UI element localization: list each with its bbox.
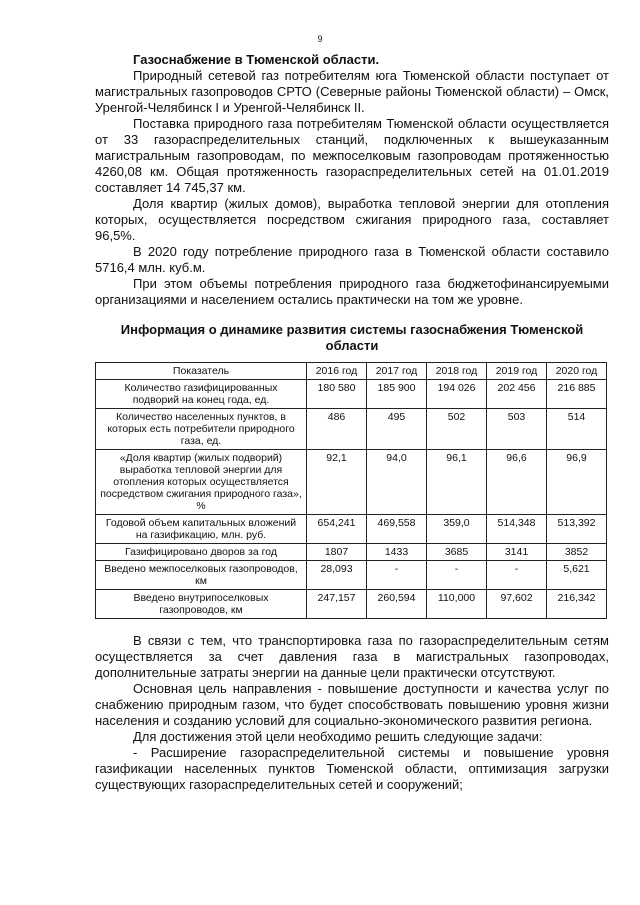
cell-value: 3141 (487, 544, 547, 561)
cell-value: 514 (547, 409, 607, 450)
cell-value: 96,6 (487, 450, 547, 515)
row-label: «Доля квартир (жилых подворий) выработка тепловой энергии для отопления которых осуществляется посредством сжигания природного газа», % (96, 450, 307, 515)
cell-value: 514,348 (487, 515, 547, 544)
row-label: Количество населенных пунктов, в которых есть потребители природного газа, ед. (96, 409, 307, 450)
cell-value: 486 (307, 409, 367, 450)
cell-value: 654,241 (307, 515, 367, 544)
header-indicator: Показатель (96, 363, 307, 380)
cell-value: 503 (487, 409, 547, 450)
table-row (96, 515, 607, 544)
row-label: Введено внутрипоселковых газопроводов, км (96, 590, 307, 619)
cell-value: 513,392 (547, 515, 607, 544)
cell-value: 359,0 (427, 515, 487, 544)
outro-paragraph: - Расширение газораспределительной системы и повышение уровня газификации населенных пунктов Тюменской области, оптимизация загрузки существующих газораспределительных сетей и сооружений; (95, 745, 609, 792)
cell-value: - (427, 561, 487, 590)
cell-value: 92,1 (307, 450, 367, 515)
header-year: 2017 год (367, 363, 427, 380)
intro-paragraph: Поставка природного газа потребителям Тюменской области осуществляется от 33 газораспределительных станций, подключенных к вышеуказанным магистральным газопроводам, по межпоселковым газопроводам протяженностью 4260,08 км. Общая протяженность газораспределительных сетей на 01.01.2019 составляет 14 745,37 км. (95, 116, 609, 195)
cell-value: 202 456 (487, 380, 547, 409)
cell-value: 469,558 (367, 515, 427, 544)
intro-paragraph: В 2020 году потребление природного газа в Тюменской области составило 5716,4 млн. куб.м. (95, 244, 609, 275)
cell-value: 194 026 (427, 380, 487, 409)
cell-value: 97,602 (487, 590, 547, 619)
outro-paragraph: Для достижения этой цели необходимо решить следующие задачи: (133, 729, 543, 744)
row-label: Количество газифицированных подворий на конец года, ед. (96, 380, 307, 409)
header-year: 2018 год (427, 363, 487, 380)
document-body (95, 52, 609, 793)
cell-value: 96,1 (427, 450, 487, 515)
cell-value: - (487, 561, 547, 590)
cell-value: 3852 (547, 544, 607, 561)
cell-value: - (367, 561, 427, 590)
table-title: Информация о динамике развития системы газоснабжения Тюменской области (120, 322, 584, 353)
cell-value: 216,342 (547, 590, 607, 619)
cell-value: 110,000 (427, 590, 487, 619)
row-label: Газифицировано дворов за год (96, 544, 307, 561)
cell-value: 94,0 (367, 450, 427, 515)
cell-value: 5,621 (547, 561, 607, 590)
intro-paragraph: Природный сетевой газ потребителям юга Тюменской области поступает от магистральных газопроводов СРТО (Северные районы Тюменской области) – Омск, Уренгой-Челябинск I и Уренгой-Челябинск II. (95, 68, 609, 115)
table-row (96, 561, 607, 590)
cell-value: 96,9 (547, 450, 607, 515)
table-row (96, 450, 607, 515)
cell-value: 180 580 (307, 380, 367, 409)
table-row (96, 409, 607, 450)
cell-value: 260,594 (367, 590, 427, 619)
conclusion-section (95, 633, 609, 793)
row-label: Годовой объем капитальных вложений на газификацию, млн. руб. (96, 515, 307, 544)
section-heading: Газоснабжение в Тюменской области. (133, 52, 380, 67)
table-row (96, 544, 607, 561)
outro-paragraph: Основная цель направления - повышение доступности и качества услуг по снабжению природным газом, что будет способствовать повышению уровня жизни населения и созданию условий для социально-экономического развития региона. (95, 681, 609, 728)
page-number: 9 (317, 34, 323, 44)
table-row (96, 380, 607, 409)
cell-value: 1807 (307, 544, 367, 561)
header-year: 2019 год (487, 363, 547, 380)
intro-paragraph: Доля квартир (жилых домов), выработка тепловой энергии для отопления которых, осуществляется посредством сжигания природного газа, составляет 96,5%. (95, 196, 609, 243)
cell-value: 3685 (427, 544, 487, 561)
cell-value: 185 900 (367, 380, 427, 409)
cell-value: 28,093 (307, 561, 367, 590)
cell-value: 502 (427, 409, 487, 450)
table-row (96, 590, 607, 619)
header-year: 2020 год (547, 363, 607, 380)
outro-paragraph: В связи с тем, что транспортировка газа по газораспределительным сетям осуществляется за счет давления газа в магистральных газопроводах, дополнительные затраты энергии на данные цели практически отсутствуют. (95, 633, 609, 680)
gas-supply-table (95, 362, 607, 619)
cell-value: 495 (367, 409, 427, 450)
row-label: Введено межпоселковых газопроводов, км (96, 561, 307, 590)
cell-value: 247,157 (307, 590, 367, 619)
intro-paragraph: При этом объемы потребления природного газа бюджетофинансируемыми организациями и населением остались практически на том же уровне. (95, 276, 609, 307)
table-header-row (96, 363, 607, 380)
header-year: 2016 год (307, 363, 367, 380)
cell-value: 216 885 (547, 380, 607, 409)
cell-value: 1433 (367, 544, 427, 561)
